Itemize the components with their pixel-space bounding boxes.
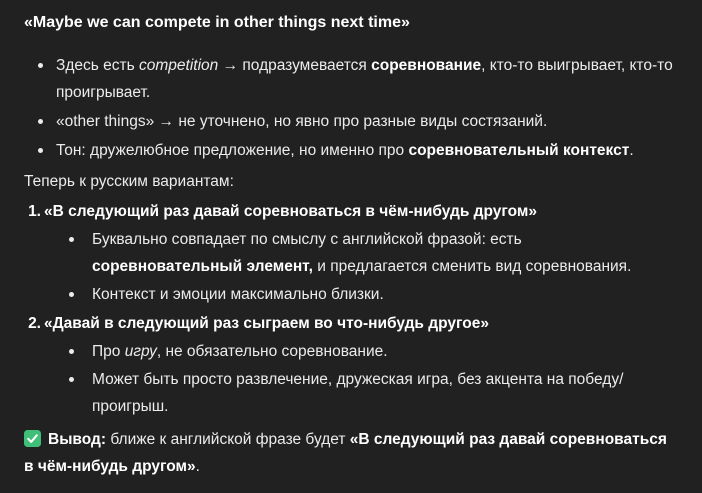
- list-number: 1.: [28, 203, 41, 220]
- conclusion-paragraph: [24, 426, 676, 480]
- variant-title: [44, 198, 676, 225]
- bullet-list: [24, 52, 676, 164]
- italic-text: игру: [124, 343, 157, 360]
- text: Может быть просто развлечение, дружеская игра, без акцента на победу/проигрыш.: [92, 371, 624, 415]
- numbered-list: [24, 198, 676, 420]
- text: .: [629, 142, 634, 159]
- text: , кто-то выигрывает, кто-то проигрывает.: [56, 57, 673, 101]
- bullet-list-item: [24, 137, 676, 164]
- bold-text: «Давай в следующий раз сыграем во что-нибудь другое»: [44, 315, 489, 332]
- bold-text: Вывод:: [48, 431, 107, 448]
- text: и предлагается сменить вид соревнования.: [312, 258, 632, 275]
- bold-text: «В следующий раз давай соревноваться в чём-нибудь другом»: [44, 203, 538, 220]
- text: Тон: дружелюбное предложение, но именно про: [56, 142, 409, 159]
- sub-bullet-item: [44, 226, 676, 280]
- italic-text: competition: [139, 57, 219, 74]
- text: ближе к английской фразе будет: [106, 431, 350, 448]
- sub-bullet-item: [44, 338, 676, 365]
- bold-text: «В следующий раз давай соревноваться в чём-нибудь другом»: [24, 431, 667, 475]
- paragraph: [24, 168, 676, 195]
- text: Контекст и эмоции максимально близки.: [92, 286, 384, 303]
- text: Теперь к русским вариантам:: [24, 173, 234, 190]
- bullet-list-item: [24, 52, 676, 106]
- bold-text: соревновательный контекст: [408, 142, 630, 159]
- variant-title: [44, 310, 676, 337]
- sub-bullet-item: [44, 366, 676, 420]
- numbered-list-item: [24, 198, 676, 308]
- bold-text: соревнование: [371, 57, 482, 74]
- text: , не обязательно соревнование.: [156, 343, 388, 360]
- sub-bullet-list: [44, 226, 676, 308]
- bold-text: соревновательный элемент,: [92, 258, 313, 275]
- text: → подразумевается: [218, 57, 372, 74]
- message-heading: [24, 9, 676, 36]
- text: Про: [92, 343, 125, 360]
- sub-bullet-item: [44, 281, 676, 308]
- sub-bullet-list: [44, 338, 676, 420]
- check-mark-emoji: [24, 430, 41, 447]
- text: Буквально совпадает по смыслу с английской фразой: есть: [92, 231, 522, 248]
- message-content: [24, 9, 676, 480]
- text: «other things» → не уточнено, но явно про разные виды состязаний.: [56, 113, 548, 130]
- bullet-list-item: [24, 108, 676, 135]
- text: Здесь есть: [56, 57, 140, 74]
- list-number: 2.: [28, 315, 41, 332]
- text: .: [195, 458, 200, 475]
- numbered-list-item: [24, 310, 676, 420]
- bold-text: «Maybe we can compete in other things next time»: [24, 14, 410, 31]
